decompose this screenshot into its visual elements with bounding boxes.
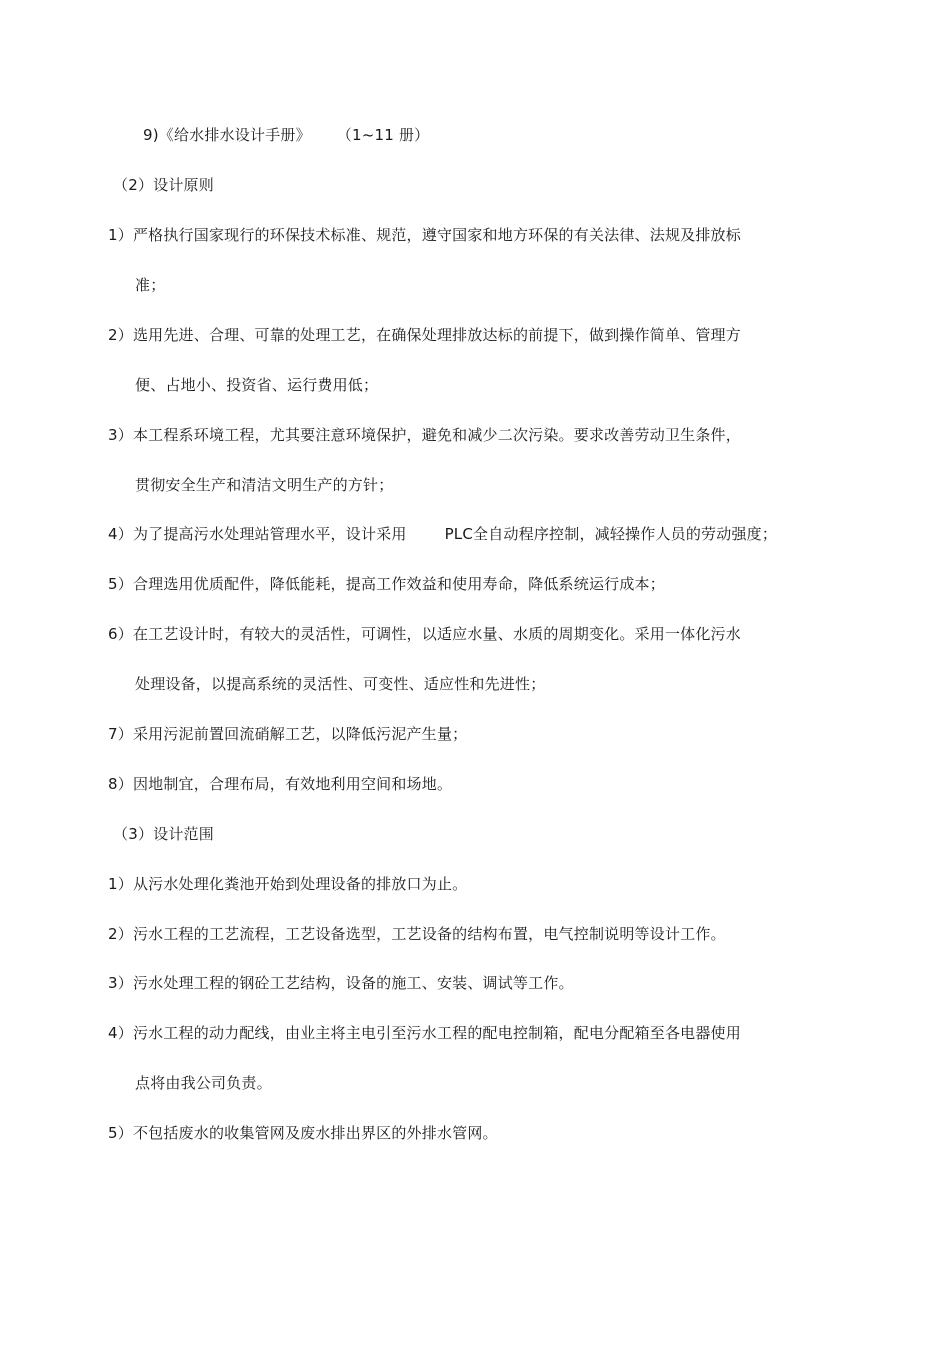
- item-number: 1）: [108, 226, 133, 244]
- item-number: 6）: [108, 625, 133, 643]
- item-number: 4）: [108, 525, 133, 543]
- principle-item-3: [108, 425, 741, 445]
- principle-item-3-continuation: 贯彻安全生产和清洁文明生产的方针；: [135, 476, 394, 494]
- principle-item-4: [108, 524, 777, 544]
- reference-item-9: [143, 125, 429, 145]
- scope-item-1: [108, 874, 467, 894]
- item-text-part1: 为了提高污水处理站管理水平，设计采用: [132, 525, 407, 543]
- scope-item-5: [108, 1123, 498, 1143]
- principle-item-1: [108, 225, 741, 245]
- scope-item-3: [108, 973, 574, 993]
- item-number: 3）: [108, 974, 133, 992]
- item-text: 合理选用优质配件，降低能耗，提高工作效益和使用寿命，降低系统运行成本；: [132, 575, 665, 593]
- scope-item-4: [108, 1023, 741, 1043]
- item-text: 采用污泥前置回流硝解工艺，以降低污泥产生量；: [132, 725, 468, 743]
- item-text: 选用先进、合理、可靠的处理工艺，在确保处理排放达标的前提下，做到操作简单、管理方: [132, 326, 741, 344]
- item-number: 7）: [108, 725, 133, 743]
- principle-item-5: [108, 574, 665, 594]
- section-heading-design-scope: （3）设计范围: [113, 825, 214, 843]
- scope-item-4-continuation: 点将由我公司负责。: [135, 1074, 272, 1092]
- principle-item-1-continuation: 准；: [135, 276, 166, 294]
- item-number: 5）: [108, 575, 133, 593]
- principle-item-6: [108, 624, 741, 644]
- principle-item-2-continuation: 便、占地小、投资省、运行费用低；: [135, 376, 379, 394]
- item-text-part2: PLC全自动程序控制，减轻操作人员的劳动强度；: [444, 525, 778, 543]
- reference-title: 9)《给水排水设计手册》: [143, 126, 311, 144]
- section-heading-design-principles: （2）设计原则: [113, 176, 214, 194]
- item-number: 2）: [108, 326, 133, 344]
- scope-item-2: [108, 924, 726, 944]
- item-number: 4）: [108, 1024, 133, 1042]
- principle-item-6-continuation: 处理设备，以提高系统的灵活性、可变性、适应性和先进性；: [135, 675, 546, 693]
- item-text: 不包括废水的收集管网及废水排出界区的外排水管网。: [132, 1124, 498, 1142]
- item-text: 污水工程的工艺流程，工艺设备选型，工艺设备的结构布置，电气控制说明等设计工作。: [132, 925, 726, 943]
- principle-item-7: [108, 724, 467, 744]
- item-text: 本工程系环境工程，尤其要注意环境保护，避免和减少二次污染。要求改善劳动卫生条件，: [132, 426, 741, 444]
- principle-item-8: [108, 774, 452, 794]
- item-number: 2）: [108, 925, 133, 943]
- item-number: 1）: [108, 875, 133, 893]
- item-text: 在工艺设计时，有较大的灵活性，可调性，以适应水量、水质的周期变化。采用一体化污水: [132, 625, 741, 643]
- item-number: 5）: [108, 1124, 133, 1142]
- item-text: 污水处理工程的钢砼工艺结构，设备的施工、安装、调试等工作。: [132, 974, 574, 992]
- item-number: 3）: [108, 426, 133, 444]
- reference-volumes: （1~11 册）: [336, 126, 430, 144]
- item-text: 污水工程的动力配线，由业主将主电引至污水工程的配电控制箱，配电分配箱至各电器使用: [132, 1024, 741, 1042]
- principle-item-2: [108, 325, 741, 345]
- item-number: 8）: [108, 775, 133, 793]
- item-text: 严格执行国家现行的环保技术标准、规范，遵守国家和地方环保的有关法律、法规及排放标: [132, 226, 741, 244]
- item-text: 从污水处理化粪池开始到处理设备的排放口为止。: [132, 875, 468, 893]
- item-text: 因地制宜，合理布局，有效地利用空间和场地。: [132, 775, 453, 793]
